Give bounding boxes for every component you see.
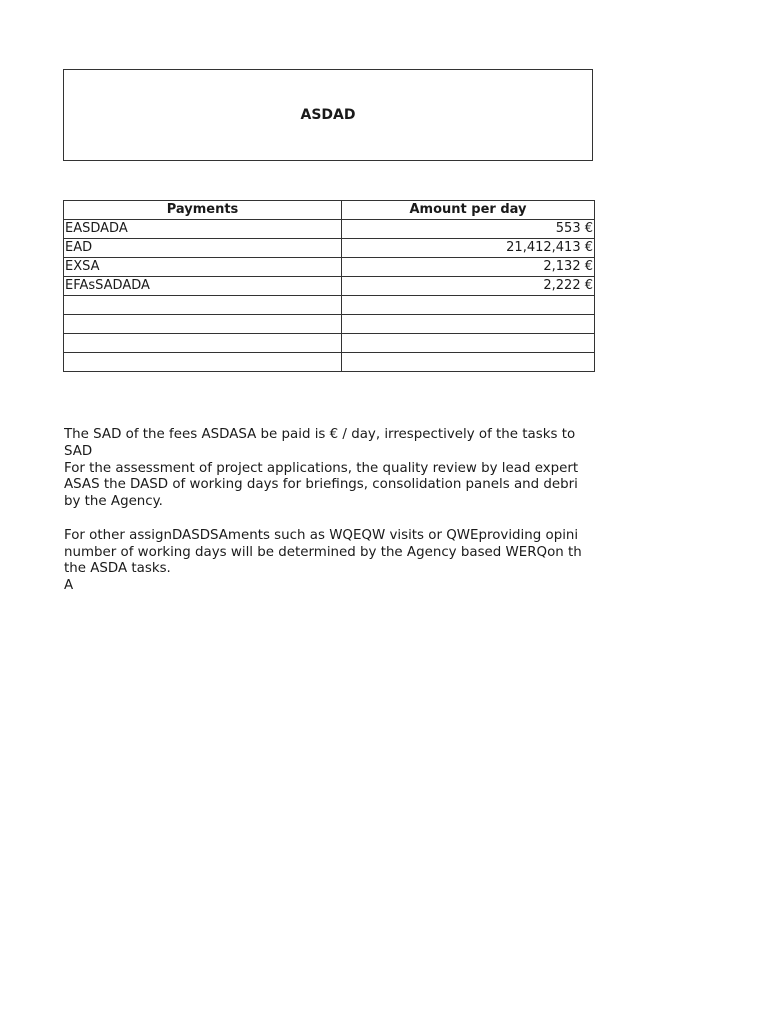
payment-cell: EAD xyxy=(64,239,342,258)
payment-cell xyxy=(64,315,342,334)
amount-cell: 2,222 € xyxy=(342,277,595,296)
header-payments: Payments xyxy=(64,201,342,220)
payment-cell xyxy=(64,353,342,372)
amount-cell: 2,132 € xyxy=(342,258,595,277)
amount-cell: 553 € xyxy=(342,220,595,239)
amount-cell xyxy=(342,353,595,372)
payment-cell: EASDADA xyxy=(64,220,342,239)
notes-line: For other assignDASDSAments such as WQEQW visits or QWEproviding opini xyxy=(64,527,579,543)
payment-cell: EFAsSADADA xyxy=(64,277,342,296)
notes-line: by the Agency. xyxy=(64,494,163,510)
table-row xyxy=(64,296,595,315)
amount-cell xyxy=(342,334,595,353)
table-row xyxy=(64,277,595,296)
table-row xyxy=(64,220,595,239)
payment-cell xyxy=(64,296,342,315)
header-amount-per-day: Amount per day xyxy=(342,201,595,220)
notes-line: ASAS the DASD of working days for briefings, consolidation panels and debri xyxy=(64,477,578,493)
payments-table xyxy=(63,200,595,372)
payment-cell xyxy=(64,334,342,353)
paragraph-gap xyxy=(64,511,594,528)
table-row xyxy=(64,239,595,258)
notes-text xyxy=(64,427,594,595)
table-row xyxy=(64,258,595,277)
notes-line: A xyxy=(64,578,74,594)
amount-cell xyxy=(342,296,595,315)
notes-line: For the assessment of project applications, the quality review by lead expert xyxy=(64,460,579,476)
table-row xyxy=(64,334,595,353)
notes-line: The SAD of the fees ASDASA be paid is € / day, irrespectively of the tasks to xyxy=(64,427,576,442)
notes-line: number of working days will be determined by the Agency based WERQon th xyxy=(64,544,582,560)
amount-cell xyxy=(342,315,595,334)
notes-line: the ASDA tasks. xyxy=(64,561,171,577)
table-row xyxy=(64,315,595,334)
notes-line: SAD xyxy=(64,443,93,459)
title-box xyxy=(63,69,593,161)
page-title: ASDAD xyxy=(300,107,356,123)
amount-cell: 21,412,413 € xyxy=(342,239,595,258)
payment-cell: EXSA xyxy=(64,258,342,277)
table-header-row xyxy=(64,201,595,220)
table-row xyxy=(64,353,595,372)
